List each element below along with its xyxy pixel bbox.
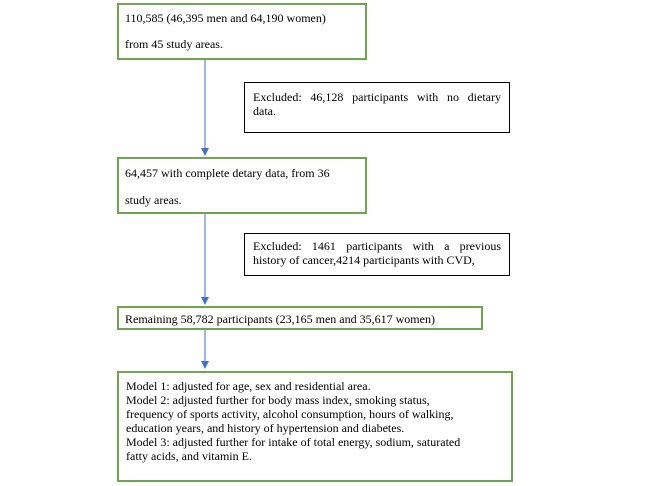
excluded-box-1 <box>244 82 510 133</box>
models-line-1: Model 1: adjusted for age, sex and residential area. <box>126 379 371 393</box>
models-line-2: Model 2: adjusted further for body mass index, smoking status, <box>126 393 430 407</box>
excluded-1-line-2: data. <box>253 104 276 118</box>
models-line-5: Model 3: adjusted further for intake of total energy, sodium, saturated <box>126 435 461 449</box>
remaining-line-1: Remaining 58,782 participants (23,165 men and 35,617 women) <box>125 312 435 326</box>
complete-line-1: 64,457 with complete detary data, from 36 <box>125 166 330 180</box>
complete-line-2: study areas. <box>125 193 182 207</box>
models-line-6: fatty acids, and vitamin E. <box>126 449 252 463</box>
remaining-box <box>117 306 483 330</box>
models-line-3: frequency of sports activity, alcohol consumption, hours of walking, <box>126 407 454 421</box>
excluded-2-line-1: Excluded: 1461 participants with a previous <box>253 239 501 253</box>
models-line-4: education years, and history of hypertension and diabetes. <box>126 421 405 435</box>
excluded-1-line-1: Excluded: 46,128 participants with no dietary <box>253 90 501 104</box>
excluded-2-line-2: history of cancer,4214 participants with CVD, <box>253 253 475 267</box>
excluded-box-2 <box>244 233 510 276</box>
complete-box <box>117 157 367 214</box>
start-box <box>117 3 367 60</box>
start-line-2: from 45 study areas. <box>125 37 223 51</box>
models-box <box>117 371 513 482</box>
start-line-1: 110,585 (46,395 men and 64,190 women) <box>125 11 326 25</box>
